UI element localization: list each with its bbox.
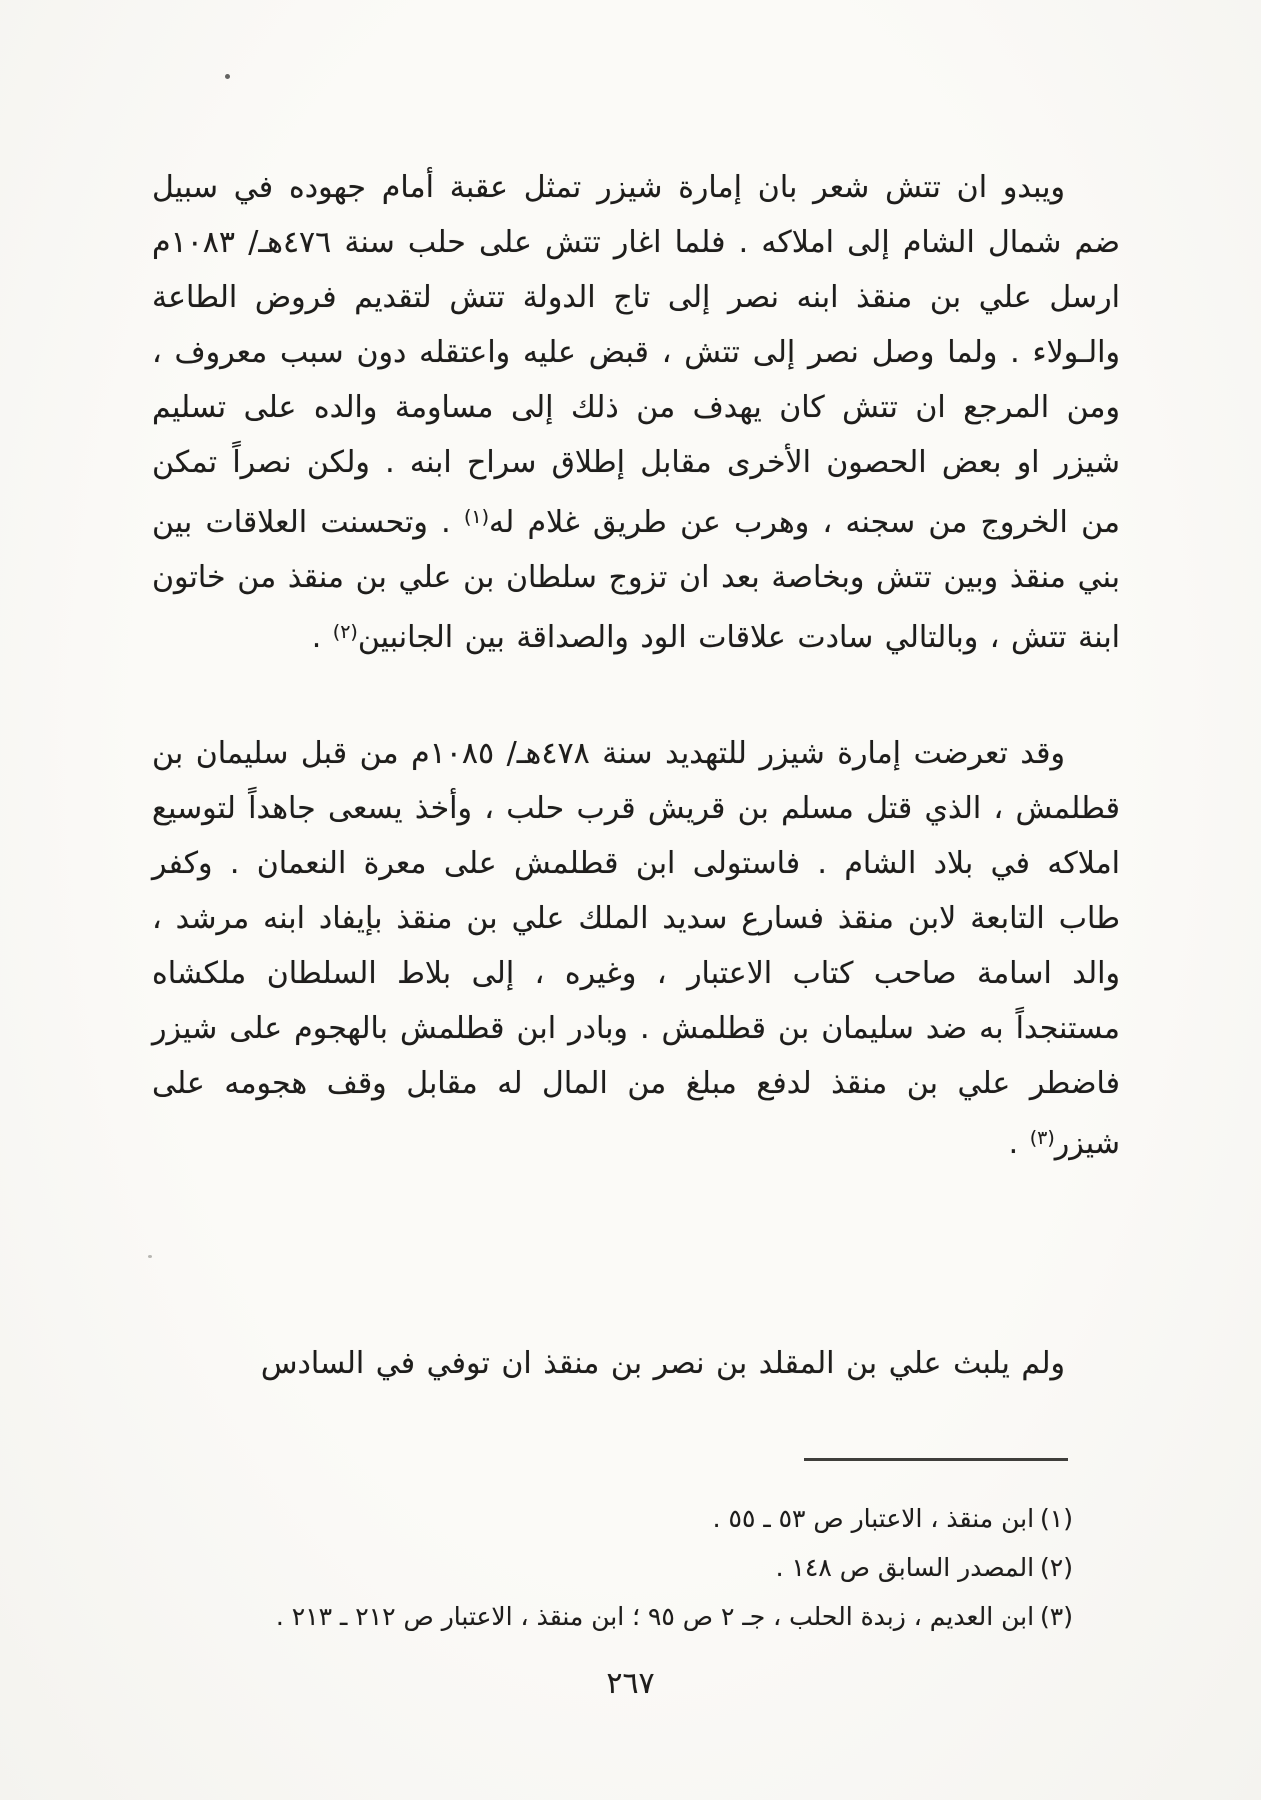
footnote-2-text: المصدر السابق ص ١٤٨ . (775, 1553, 1035, 1582)
footnote-ref-1: (١) (463, 506, 490, 528)
footnote-separator (804, 1458, 1068, 1461)
paragraph-2-text: وقد تعرضت إمارة شيزر للتهديد سنة ٤٧٨هـ/ ١٠٨٥م من قبل سليمان بن قطلمش ، الذي قتل مسلم بن قريش قرب حلب ، وأخذ يسعى جاهداً لتوسيع املاكه في بلاد الشام . فاستولى ابن قطلمش على معرة النعمان . وكفر طاب التابعة لابن منقذ فسارع سديد الملك علي بن منقذ بإيفاد ابنه مرشد ، والد اسامة صاحب كتاب الاعتبار ، وغيره ، إلى بلاط السلطان ملكشاه مستنجداً به ضد سليمان بن قطلمش . وبادر ابن قطلمش بالهجوم على شيزر فاضطر علي بن منقذ لدفع مبلغ من المال له مقابل وقف هجومه على شيزر (152, 736, 1120, 1161)
footnote-2-marker: (٢) (1040, 1553, 1073, 1582)
page-number: ٢٦٧ (606, 1666, 655, 1701)
paragraph-2 (152, 726, 1120, 1171)
footnote-2 (150, 1543, 1073, 1592)
footnote-ref-2: (٢) (332, 621, 358, 643)
footnote-1 (150, 1494, 1073, 1543)
paragraph-3 (152, 1336, 1120, 1391)
footnotes-section (150, 1494, 1073, 1641)
paragraph-1-text: . وتحسنت العلاقات بين بني منقذ وبين تتش وبخاصة بعد ان تزوج سلطان بن علي بن منقذ من خاتون ابنة تتش ، وبالتالي سادت علاقات الود والصداقة بين الجانبين (152, 505, 1120, 655)
footnote-ref-3: (٣) (1029, 1127, 1055, 1149)
footnote-3-text: ابن العديم ، زبدة الحلب ، جـ ٢ ص ٩٥ ؛ ابن منقذ ، الاعتبار ص ٢١٢ ـ ٢١٣ . (275, 1602, 1035, 1631)
footnote-1-text: ابن منقذ ، الاعتبار ص ٥٣ ـ ٥٥ . (712, 1504, 1035, 1533)
paragraph-2-text: . (1008, 1126, 1030, 1161)
paragraph-1 (152, 160, 1120, 665)
footnote-1-marker: (١) (1040, 1504, 1073, 1533)
paragraph-3-text: ولم يلبث علي بن المقلد بن نصر بن منقذ ان توفي في السادس (260, 1346, 1065, 1381)
footnote-3 (150, 1592, 1073, 1641)
footnote-3-marker: (٣) (1040, 1602, 1073, 1631)
ink-speck (148, 1255, 152, 1258)
paragraph-1-text: . (311, 620, 333, 655)
paragraph-1-text: ويبدو ان تتش شعر بان إمارة شيزر تمثل عقبة أمام جهوده في سبيل ضم شمال الشام إلى املاكه . فلما اغار تتش على حلب سنة ٤٧٦هـ/ ١٠٨٣م ارسل علي بن منقذ ابنه نصر إلى تاج الدولة تتش لتقديم فروض الطاعة والـولاء . ولما وصل نصر إلى تتش ، قبض عليه واعتقله دون سبب معروف ، ومن المرجع ان تتش كان يهدف من ذلك إلى مساومة والده على تسليم شيزر او بعض الحصون الأخرى مقابل إطلاق سراح ابنه . ولكن نصراً تمكن من الخروج من سجنه ، وهرب عن طريق غلام له (152, 170, 1121, 540)
ink-speck (225, 74, 230, 79)
